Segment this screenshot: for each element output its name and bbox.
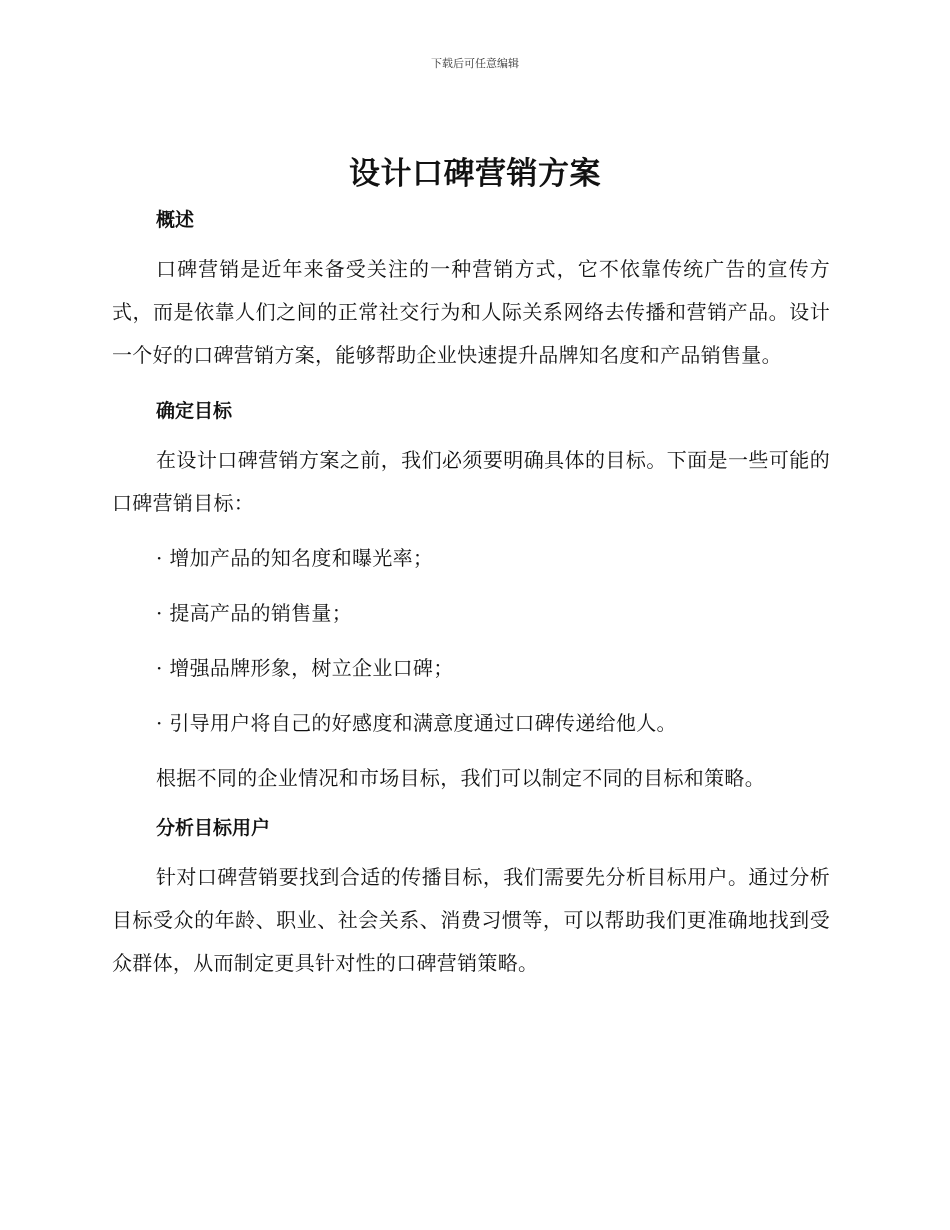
list-item: · 提高产品的销售量； [156,601,353,625]
document-body [112,204,830,985]
paragraph-target-users: 针对口碑营销要找到合适的传播目标，我们需要先分析目标用户。通过分析目标受众的年龄、职业、社会关系、消费习惯等，可以帮助我们更准确地找到受众群体，从而制定更具针对性的口碑营销策略。 [112,865,830,975]
document-title: 设计口碑营销方案 [349,156,601,192]
paragraph-goals-intro: 在设计口碑营销方案之前，我们必须要明确具体的目标。下面是一些可能的口碑营销目标： [112,448,830,515]
list-item: · 增强品牌形象，树立企业口碑； [156,656,454,680]
paragraph-goals-closing: 根据不同的企业情况和市场目标，我们可以制定不同的目标和策略。 [156,766,765,790]
paragraph-overview: 口碑营销是近年来备受关注的一种营销方式，它不依靠传统广告的宣传方式，而是依靠人们之间的正常社交行为和人际关系网络去传播和营销产品。设计一个好的口碑营销方案，能够帮助企业快速提升品牌知名度和产品销售量。 [112,257,830,367]
header-note: 下载后可任意编辑 [431,57,519,70]
section-heading-goals: 确定目标 [156,400,233,422]
list-item: · 增加产品的知名度和曝光率； [156,546,434,570]
section-heading-overview: 概述 [156,209,195,231]
list-item: · 引导用户将自己的好感度和满意度通过口碑传递给他人。 [156,711,677,735]
section-heading-target-users: 分析目标用户 [156,817,271,839]
